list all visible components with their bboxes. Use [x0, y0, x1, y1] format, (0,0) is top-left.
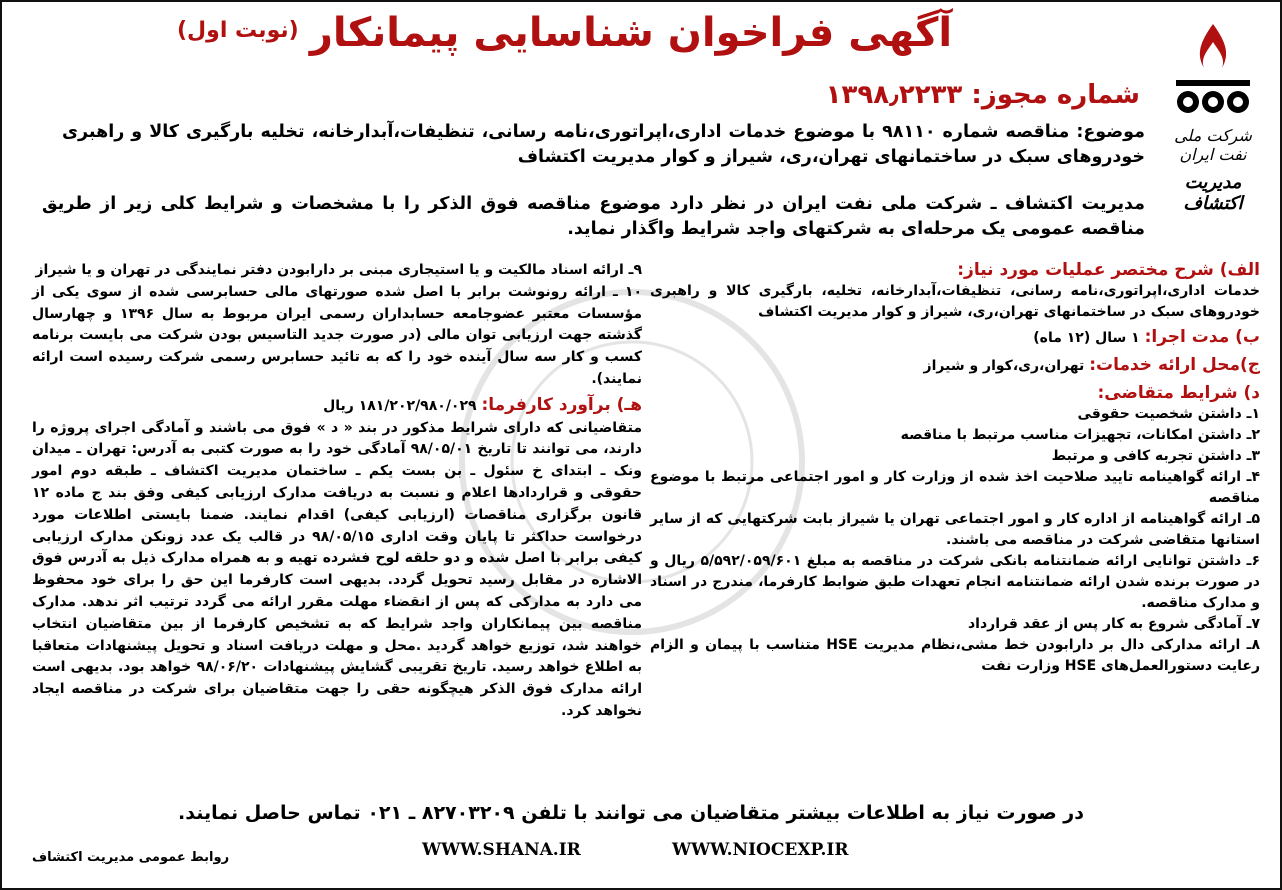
condition-item: ۵ـ ارائه گواهینامه از اداره کار و امور اجتماعی تهران یا شیراز بابت شرکتهایی که از سایر استانها متقاضی شرکت در مناقصه می باشند.	[650, 511, 1260, 548]
announcement-turn: (نوبت اول)	[177, 18, 299, 43]
condition-item: ۴ـ ارائه گواهینامه تایید صلاحیت اخذ شده از وزارت کار و امور اجتماعی مرتبط با موضوع مناقصه	[650, 469, 1260, 506]
condition-item: ۹ـ ارائه اسناد مالکیت و یا استیجاری مبنی بر دارابودن دفتر نمایندگی در تهران و یا شیراز	[35, 262, 642, 278]
public-relations-signature: روابط عمومی مدیریت اکتشاف	[32, 850, 230, 865]
permit-number: شماره مجوز: ۱۳۹۸٫۲۲۳۳	[825, 80, 1140, 110]
section-e-text: ۱۸۱/۲۰۲/۹۸۰/۰۲۹ ریال	[323, 397, 477, 414]
section-c	[650, 355, 1260, 377]
announcement-title: آگهی فراخوان شناسایی پیمانکار	[309, 10, 953, 56]
section-c-title: ج)محل ارائه خدمات:	[1089, 355, 1260, 375]
website-link-shana[interactable]: WWW.SHANA.IR	[422, 840, 581, 860]
contact-note: در صورت نیاز به اطلاعات بیشتر متقاضیان می توانند با تلفن ۸۲۷۰۳۲۰۹ ـ ۰۲۱ تماس حاصل نمایند.	[178, 802, 1084, 824]
condition-item: ۶ـ داشتن توانایی ارائه ضمانتنامه بانکی شرکت در مناقصه به مبلغ ۵/۵۹۲/۰۵۹/۶۰۱ ریال و در صورت برنده شدن ارائه ضمانتنامه انجام تعهدات طبق ضوابط کارفرما، مندرج در اسناد و مدارک مناقصه.	[650, 553, 1260, 611]
condition-item: ۱ـ داشتن شخصیت حقوقی	[1077, 406, 1260, 422]
left-body-text: متقاضیانی که دارای شرایط مذکور در بند « د » فوق می باشند و آمادگی اجرای پروژه را دارند، می توانند تا تاریخ ۹۸/۰۵/۰۱ آمادگی خود را به صورت کتبی به آدرس: تهران ـ میدان ونک ـ ابتدای خ سئول ـ بن بست یکم ـ ساختمان مدیریت اکتشاف ـ طبقه دوم امور حقوقی و قراردادها اعلام و نسبت به دریافت مدارک ارزیابی کیفی وفق بند ج ماده ۱۲ قانون برگزاری مناقصات (ارزیابی کیفی) اقدام نمایند. ضمنا بایستی اطلاعات مورد درخواست حداکثر تا پایان وقت اداری ۹۸/۰۵/۱۵ در قالب یک عدد زونکن مدارک ارزیابی کیفی برابر با اصل شده و دو حلقه لوح فشرده تهیه و به همراه مدارک ذیل به آدرس فوق الاشاره در مقابل رسید تحویل گردد. بدیهی است کارفرما این حق را برای خود محفوظ می دارد به مدارکی که پس از انقضاء مهلت مقرر ارائه می گردد ترتیب اثر ندهد. مدارک مناقصه بین پیمانکاران واجد شرایط که به تشخیص کارفرما از بین متقاضیان انتخاب خواهند شد، توزیع خواهد گردید .محل و مهلت دریافت اسناد و تحویل پیشنهادات متعاقبا به اطلاع خواهد رسید. تاریخ تقریبی گشایش پیشنهادات ۹۸/۰۶/۲۰ خواهد بود. بدیهی است ارائه مدارک فوق الذکر هیچگونه حقی را جهت متقاضیان برای شرکت در مناقصه ایجاد نخواهد کرد.	[32, 419, 642, 719]
condition-item: ۸ـ ارائه مدارکی دال بر دارابودن خط مشی،نظام مدیریت HSE متناسب با پیمان و الزام رعایت دستورالعمل‌های HSE وزارت نفت	[650, 637, 1260, 674]
tender-intro: مدیریت اکتشاف ـ شرکت ملی نفت ایران در نظر دارد موضوع مناقصه فوق الذکر را با مشخصات و شرایط کلی زیر از طریق مناقصه عمومی یک مرحله‌ای به شرکتهای واجد شرایط واگذار نماید.	[42, 194, 1145, 239]
condition-item: ۱۰ ـ ارائه رونوشت برابر با اصل شده صورتهای مالی حسابرسی شده از سوی یکی از مؤسسات معتبر عضوجامعه حسابداران رسمی ایران مربوط به سال ۱۳۹۶ و چهارسال گذشته جهت ارزیابی توان مالی (در صورت جدید التاسیس بودن شرکت می بایست برنامه کسب و کار سه سال آینده خود را که به تائید حسابرس رسمی شرکت رسیده است ارائه نمایند).	[32, 283, 642, 387]
section-b	[650, 327, 1260, 349]
section-e-title: هـ) برآورد کارفرما:	[481, 394, 642, 415]
condition-item: ۷ـ آمادگی شروع به کار پس از عقد قرارداد	[967, 616, 1260, 632]
tender-subject: موضوع: مناقصه شماره ۹۸۱۱۰ با موضوع خدمات اداری،اپراتوری،نامه رسانی، تنظیفات،آبدارخانه، تخلیه بارگیری کالا و راهبری خودروهای سبک در ساختمانهای تهران،ری، شیراز و کوار مدیریت اکتشاف	[62, 122, 1145, 167]
flame-emblem-icon	[1170, 20, 1256, 120]
section-a-title: الف) شرح مختصر عملیات مورد نیاز:	[957, 260, 1260, 280]
section-b-title: ب) مدت اجرا:	[1144, 327, 1260, 347]
section-d-title: د) شرایط متقاضی:	[1097, 383, 1260, 403]
section-a-text: خدمات اداری،اپراتوری،نامه رسانی، تنظیفات،آبدارخانه، تخلیه، بارگیری کالا و راهبری خودروهای سبک در ساختمانهای تهران،ری، شیراز و کوار مدیریت اکتشاف	[650, 283, 1260, 320]
nioc-logo	[1164, 20, 1262, 220]
department-name: مدیریت اکتشاف	[1183, 172, 1243, 215]
condition-item: ۳ـ داشتن تجربه کافی و مرتبط	[1051, 448, 1260, 464]
condition-item: ۲ـ داشتن امکانات، تجهیزات مناسب مرتبط با مناقصه	[900, 427, 1260, 443]
section-b-text: ۱ سال (۱۲ ماه)	[1033, 330, 1140, 346]
right-column	[650, 260, 1260, 677]
section-c-text: تهران،ری،کوار و شیراز	[923, 358, 1085, 374]
company-name: شرکت ملی نفت ایران	[1174, 126, 1252, 165]
left-column	[32, 260, 642, 723]
website-link-niocexp[interactable]: WWW.NIOCEXP.IR	[672, 840, 849, 860]
section-e	[32, 395, 642, 418]
